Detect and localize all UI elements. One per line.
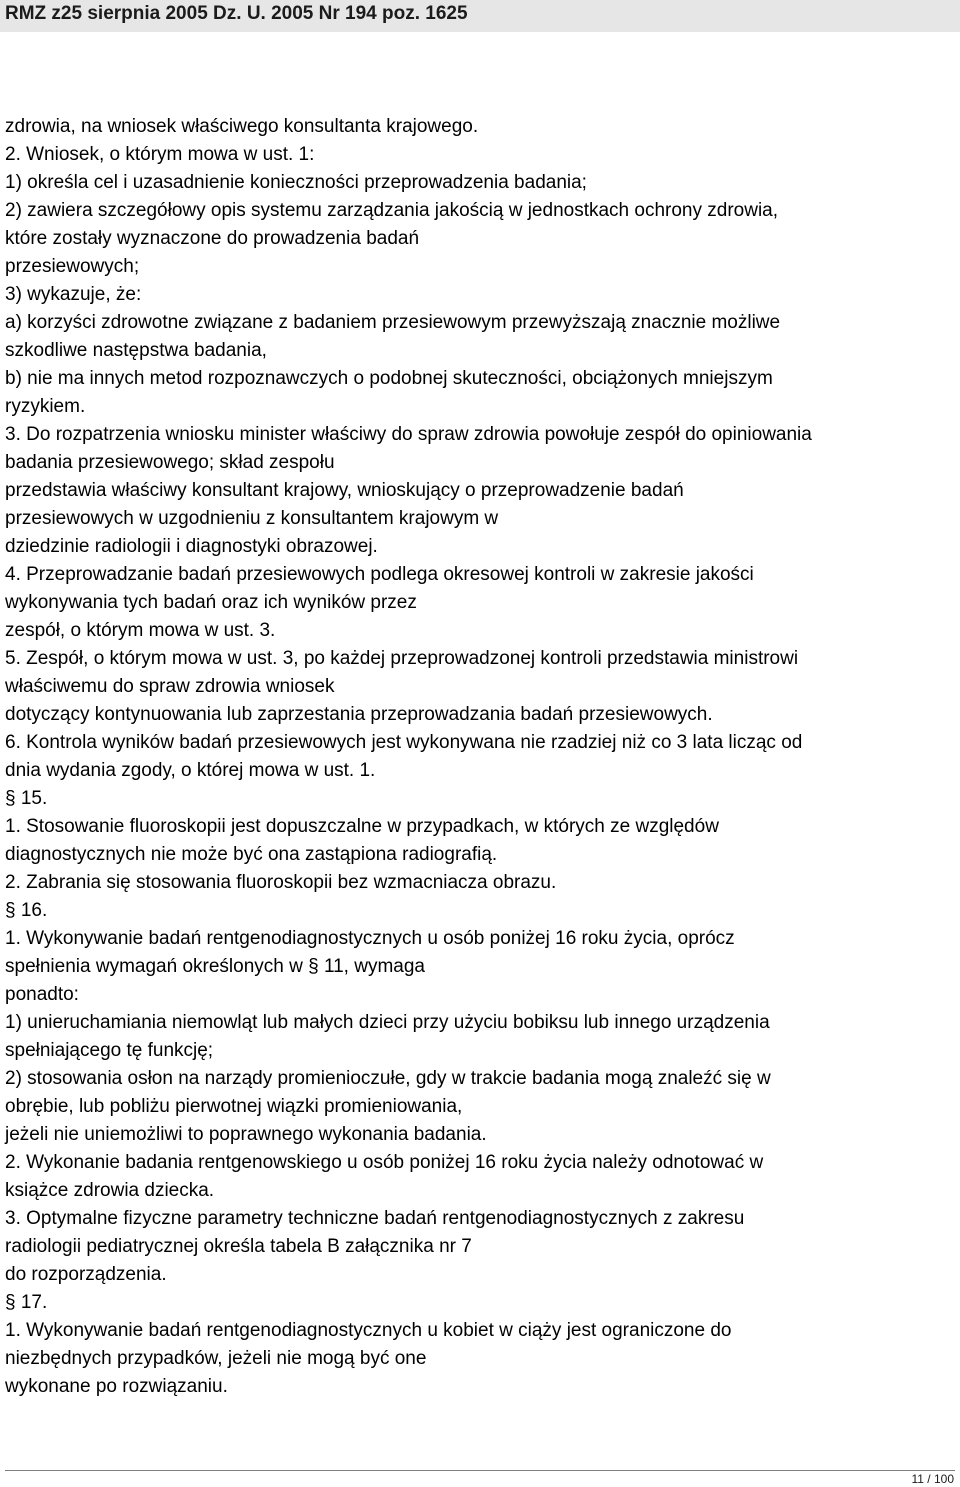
text-line: 6. Kontrola wyników badań przesiewowych jest wykonywana nie rzadziej niż co 3 lata licząc od <box>5 732 803 753</box>
text-line: 2. Zabrania się stosowania fluoroskopii bez wzmacniacza obrazu. <box>5 872 557 893</box>
text-line: ponadto: <box>5 984 79 1005</box>
text-line: książce zdrowia dziecka. <box>5 1180 215 1201</box>
document-body <box>5 113 957 1401</box>
page-number: 11 / 100 <box>911 1472 954 1486</box>
text-line: § 17. <box>5 1292 48 1313</box>
text-line: 2) zawiera szczegółowy opis systemu zarządzania jakością w jednostkach ochrony zdrowia, <box>5 200 779 221</box>
text-line: dnia wydania zgody, o której mowa w ust. 1. <box>5 760 376 781</box>
text-line: radiologii pediatrycznej określa tabela B załącznika nr 7 <box>5 1236 472 1257</box>
text-line: a) korzyści zdrowotne związane z badaniem przesiewowym przewyższają znacznie możliwe <box>5 312 781 333</box>
text-line: § 15. <box>5 788 48 809</box>
text-line: § 16. <box>5 900 48 921</box>
text-line: 3) wykazuje, że: <box>5 284 142 305</box>
text-line: spełniającego tę funkcję; <box>5 1040 214 1061</box>
footer-divider <box>5 1470 955 1471</box>
document-header <box>0 0 960 32</box>
text-line: ryzykiem. <box>5 396 86 417</box>
text-line: 1. Wykonywanie badań rentgenodiagnostycznych u kobiet w ciąży jest ograniczone do <box>5 1320 732 1341</box>
text-line: niezbędnych przypadków, jeżeli nie mogą być one <box>5 1348 427 1369</box>
text-line: do rozporządzenia. <box>5 1264 167 1285</box>
text-line: obrębie, lub pobliżu pierwotnej wiązki promieniowania, <box>5 1096 463 1117</box>
text-line: szkodliwe następstwa badania, <box>5 340 267 361</box>
text-line: dotyczący kontynuowania lub zaprzestania przeprowadzania badań przesiewowych. <box>5 704 713 725</box>
text-line: 1. Stosowanie fluoroskopii jest dopuszczalne w przypadkach, w których ze względów <box>5 816 719 837</box>
text-line: 1. Wykonywanie badań rentgenodiagnostycznych u osób poniżej 16 roku życia, oprócz <box>5 928 735 949</box>
text-line: dziedzinie radiologii i diagnostyki obrazowej. <box>5 536 378 557</box>
text-line: właściwemu do spraw zdrowia wniosek <box>5 676 335 697</box>
text-line: 1) unieruchamiania niemowląt lub małych dzieci przy użyciu bobiksu lub innego urządzenia <box>5 1012 770 1033</box>
text-line: przesiewowych; <box>5 256 140 277</box>
text-line: 2. Wniosek, o którym mowa w ust. 1: <box>5 144 315 165</box>
text-line: b) nie ma innych metod rozpoznawczych o podobnej skuteczności, obciążonych mniejszym <box>5 368 773 389</box>
text-line: 2. Wykonanie badania rentgenowskiego u osób poniżej 16 roku życia należy odnotować w <box>5 1152 764 1173</box>
text-line: 3. Optymalne fizyczne parametry techniczne badań rentgenodiagnostycznych z zakresu <box>5 1208 745 1229</box>
text-line: jeżeli nie uniemożliwi to poprawnego wykonania badania. <box>5 1124 487 1145</box>
text-line: przesiewowych w uzgodnieniu z konsultantem krajowym w <box>5 508 499 529</box>
text-line: wykonywania tych badań oraz ich wyników przez <box>5 592 417 613</box>
text-line: 4. Przeprowadzanie badań przesiewowych podlega okresowej kontroli w zakresie jakości <box>5 564 754 585</box>
text-line: 1) określa cel i uzasadnienie konieczności przeprowadzenia badania; <box>5 172 587 193</box>
document-title: RMZ z25 sierpnia 2005 Dz. U. 2005 Nr 194 poz. 1625 <box>5 3 468 24</box>
text-line: przedstawia właściwy konsultant krajowy, wnioskujący o przeprowadzenie badań <box>5 480 684 501</box>
text-line: zdrowia, na wniosek właściwego konsultanta krajowego. <box>5 116 479 137</box>
text-line: spełnienia wymagań określonych w § 11, wymaga <box>5 956 425 977</box>
text-line: 3. Do rozpatrzenia wniosku minister właściwy do spraw zdrowia powołuje zespół do opiniowania <box>5 424 812 445</box>
text-line: wykonane po rozwiązaniu. <box>5 1376 228 1397</box>
text-line: które zostały wyznaczone do prowadzenia badań <box>5 228 420 249</box>
text-line: badania przesiewowego; skład zespołu <box>5 452 335 473</box>
text-line: 5. Zespół, o którym mowa w ust. 3, po każdej przeprowadzonej kontroli przedstawia ministrowi <box>5 648 799 669</box>
text-line: diagnostycznych nie może być ona zastąpiona radiografią. <box>5 844 498 865</box>
text-line: 2) stosowania osłon na narządy promienioczułe, gdy w trakcie badania mogą znaleźć się w <box>5 1068 771 1089</box>
text-line: zespół, o którym mowa w ust. 3. <box>5 620 276 641</box>
